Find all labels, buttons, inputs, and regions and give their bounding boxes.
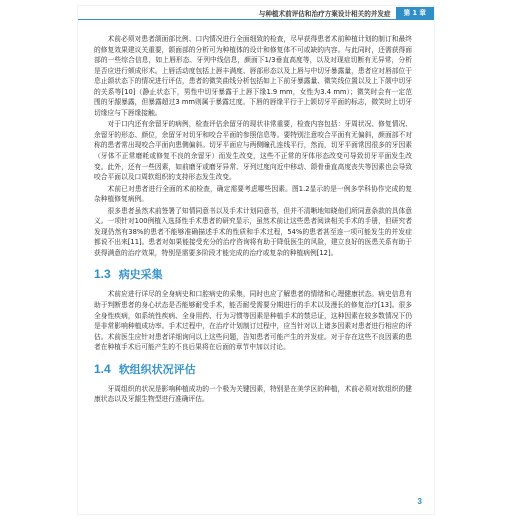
section-title: 病史采集 <box>118 268 163 282</box>
section-heading-history <box>94 266 412 282</box>
section-title: 软组织状况评估 <box>118 362 196 376</box>
page-header <box>78 6 434 20</box>
page-body <box>94 34 412 406</box>
paragraph: 术前应进行详尽的全身病史和口腔病史的采集，同时也应了解患者的情绪和心理健康状态。病史信息有助于判断患者的身心状态是否能够耐受手术，能否耐受需要分期进行的手术以及漫长的修复治疗[13]。很多全身性疾病，如系统性疾病、全身用药、行为习惯等因素是种植手术的禁忌证，这种因素在较多数情况下仍是非常影响种植成功率。手术过程中，在治疗计划制订过程中，应当针对以上诸多因素对患者进行相应的评估。术前医生应针对患者详细询问以上这些问题，告知患者可能产生的并发症。对于存在这些不良因素的患者在种植手术后可能产生的不良后果将在后面的章节中加以讨论。 <box>94 290 412 352</box>
paragraph: 对于口内还有余留牙的病例，检查评估余留牙的现状非常重要，检查内容包括：牙周状况、修复情况、余留牙的形态、颜位，余留牙对切牙和咬合平面的参照信息等。要特别注意咬合平面有无偏斜，颜面部不对称的患者常出现咬合平面向患侧偏斜。切牙平面应与两侧瞳孔连线平行，然而，切牙平面常因很多的牙因素（牙体不正常磨耗或修复不良的余留牙）而发生改变，这些不正常的牙体形态改变可导致切牙平面发生改变。此外，还有一些因素，如前磨牙或磨牙异常、牙列过度向近中移动、颌骨垂直高度丧失等因素也会导致咬合平面以及口周软组织的支持形态发生改变。 <box>94 120 412 182</box>
paragraph: 牙周组织的状况是影响种植成功的一个极为关键因素，特别是在美学区的种植，术前必须对软组织的健康状态以及牙龈生物型进行准确评估。 <box>94 384 412 404</box>
section-number: 1.3 <box>94 267 111 282</box>
section-number: 1.4 <box>94 361 111 376</box>
page-number: 3 <box>417 497 422 506</box>
running-title: 与种植术前评估和治疗方案设计相关的并发症 <box>258 9 391 18</box>
paragraph: 很多患者虽然术前签署了知情同意书以及手术计划同意书，但并不清晰地知晓他们所同意条款的具体意义。一项针对100例植入选择性手术患者的研究显示，虽然术前让这些患者阅读相关手术的手册，但研究者发现仍然有38%的患者不能够准确描述手术的性质和手术过程，54%的患者甚至连一项可能发生的并发症都说不出来[11]。患者对如果能接受充分的治疗咨询将有助于降低医生的风险，建立良好的医患关系有助于获得满意的治疗效果，特别是需要多阶段才能完成的治疗或复杂的种植病例[12]。 <box>94 206 412 257</box>
chapter-tag: 第 1 章 <box>396 7 434 19</box>
book-page <box>78 6 434 514</box>
paragraph: 术前已对患者进行全面的术前检查，确定需要考虑哪些因素。图1.2显示的是一例多学科协作完成的复杂种植修复病例。 <box>94 184 412 204</box>
section-heading-soft-tissue <box>94 361 412 377</box>
paragraph: 术前必须对患者颌面部比例、口内情况进行全面细致的检查，尽早获得患者术前种植计划的制订和最终的修复效果建议关重要，颌面部的分析可为种植体的设计和修复体不可或缺的内容。与此同时，还需获得面部的一些综合信息，如上唇形态、牙列中线信息，颜面下1/3垂直高度等，以及对现症切断有无异常，分析是否应进行颏成形术。上唇活动度包括上唇丰满度、唇部形态以及上唇与中切牙暴露量，患者应对唇部位于息止颌状态下的情况进行评估，患者的微笑曲线分析包括如上下前牙暴露量、微笑线位置以及上下颌中切牙的关系等[10]（静止状态下，男性中切牙暴露于上唇下缘1.9 mm，女性为3.4 mm）；微笑时会有一定范围的牙龈暴露，但暴露超过3 mm则属于暴露过度。下唇的唇缘平行于上颌切牙平面的标志，微笑时上切牙切缘应与下唇缘接触。 <box>94 35 412 117</box>
